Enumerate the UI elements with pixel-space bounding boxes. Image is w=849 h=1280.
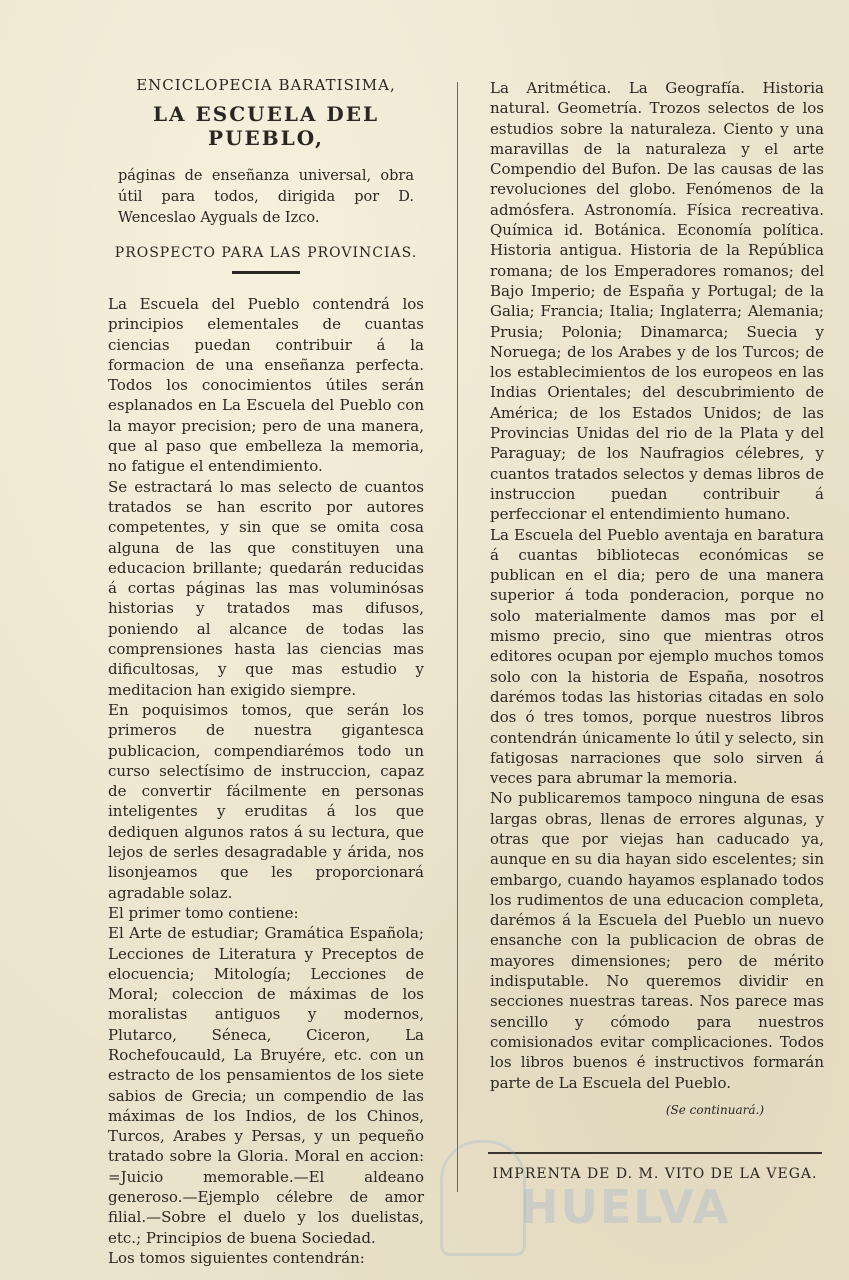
header-subtitle: páginas de enseñanza universal, obra útil para todos, dirigida por D. Wenceslao Ayguals de Izco.: [118, 168, 414, 226]
left-paragraph-5: El Arte de estudiar; Gramática Española; Lecciones de Literatura y Preceptos de elocuencia; Mitología; Lecciones de Moral; coleccion de máximas de los moralistas antiguos y modernos, Plutarco, Séneca, Ciceron, La Rochefoucauld, La Bruyére, etc. con un estracto de los pensamientos de los siete sabios de Grecia; un compendio de las máximas de los Indios, de los Chinos, Turcos, Arabes y Persas, y un pequeño tratado sobre la Gloria. Moral en accion: =Juicio memorable.—El aldeano generoso.—Ejemplo célebre de amor filial.—Sobre el duelo y los duelistas, etc.; Principios de buena Sociedad.: [108, 924, 424, 1247]
header-title: LA ESCUELA DEL PUEBLO,: [152, 102, 380, 150]
left-paragraph-3: En poquisimos tomos, que serán los primeros de nuestra gigantesca publicacion, compendiarémos todo un curso selectísimo de instruccion, capaz de convertir fácilmente en personas inteligentes y eruditas á los que dediquen algunos ratos á su lectura, que lejos de serles desagradable y árida, nos lisonjeamos que les proporcionará agradable solaz.: [108, 700, 424, 902]
right-paragraph-1: La Aritmética. La Geografía. Historia natural. Geometría. Trozos selectos de los estudios sobre la naturaleza. Ciento y una maravillas de la naturaleza y el arte Compendio del Bufon. De las causas de las revoluciones del globo. Fenómenos de la admósfera. Astronomía. Física recreativa. Química id. Botánica. Economía política. Historia antigua. Historia de la República romana; de los Emperadores romanos; del Bajo Imperio; de España y Portugal; de la Galia; Francia; Italia; Inglaterra; Alemania; Prusia; Polonia; Dinamarca; Suecia y Noruega; de los Arabes y de los Turcos; de los establecimientos de los europeos en las Indias Orientales; del descubrimiento de América; de los Estados Unidos; de las Provincias Unidas del rio de la Plata y del Paraguay; de los Naufragios célebres, y cuantos tratados selectos y demas libros de instruccion puedan contribuir á perfeccionar el entendimiento humano.: [490, 79, 824, 524]
column-divider: [457, 82, 458, 1192]
prospecto-heading: PROSPECTO PARA LAS PROVINCIAS.: [114, 245, 418, 261]
right-paragraph-2: La Escuela del Pueblo aventaja en baratura á cuantas bibliotecas económicas se publican en el dia; pero de una manera superior á toda ponderacion, porque no solo materialmente damos mas por el mismo precio, sino que mientras otros editores ocupan por ejemplo muchos tomos solo con la historia de España, nosotros darémos todas las historias citadas en solo dos ó tres tomos, porque nuestros libros contendrán únicamente lo útil y selecto, sin fatigosas narraciones que solo sirven á veces para abrumar la memoria.: [490, 525, 824, 788]
imprenta-line: IMPRENTA DE D. M. VITO DE LA VEGA.: [492, 1166, 818, 1182]
left-paragraph-4: El primer tomo contiene:: [108, 903, 299, 922]
heading-rule: [232, 271, 300, 274]
left-paragraph-6: Los tomos siguientes contendrán:: [108, 1248, 365, 1267]
right-column: [490, 78, 824, 1117]
left-paragraph-1: La Escuela del Pueblo contendrá los principios elementales de cuantas ciencias puedan contribuir á la formacion de una enseñanza perfecta. Todos los conocimientos útiles serán esplanados en La Escuela del Pueblo con la mayor precision; pero de una manera, que al paso que embelleza la memoria, no fatigue el entendimiento.: [108, 295, 424, 476]
right-paragraph-3: No publicaremos tampoco ninguna de esas largas obras, llenas de errores algunas, y otras que por viejas han caducado ya, aunque en su dia hayan sido escelentes; sin embargo, cuando hayamos esplanado todos los rudimentos de una educacion completa, darémos á la Escuela del Pueblo un nuevo ensanche con la publicacion de obras de mayores dimensiones; pero de mérito indisputable. No queremos dividir en secciones nuestras tareas. Nos parece mas sencillo y cómodo para nuestros comisionados evitar complicaciones. Todos los libros buenos é instructivos formarán parte de La Escuela del Pueblo.: [490, 789, 824, 1092]
watermark-text: HUELVA: [520, 1180, 731, 1234]
left-column: [108, 70, 424, 1268]
left-paragraph-2: Se estractará lo mas selecto de cuantos tratados se han escrito por autores competentes, y sin que se omita cosa alguna de las que constituyen una educacion brillante; quedarán reducidas á cortas páginas las mas voluminósas historias y tratados mas difusos, poniendo al alcance de todas las comprensiones hasta las ciencias mas dificultosas, y que mas estudio y meditacion han exigido siempre.: [108, 477, 424, 699]
continuara-note: (Se continuará.): [665, 1102, 764, 1117]
header-small: ENCICLOPECIA BARATISIMA,: [136, 76, 396, 94]
imprenta-rule: [488, 1152, 822, 1154]
library-seal-watermark: [440, 1140, 526, 1256]
